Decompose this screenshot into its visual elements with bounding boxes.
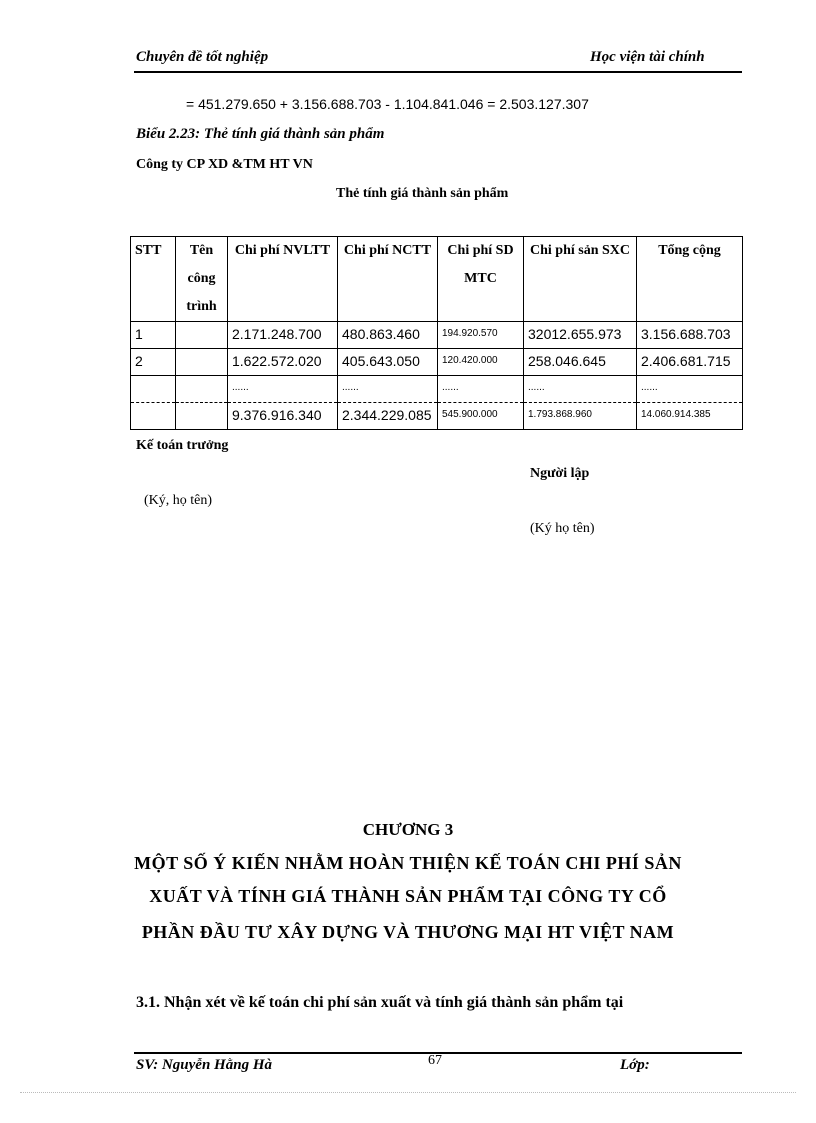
table-cell: 2.171.248.700 — [228, 322, 338, 349]
formula-line: = 451.279.650 + 3.156.688.703 - 1.104.841.046 = 2.503.127.307 — [186, 96, 589, 112]
header-cell: Chi phí NCTT — [338, 237, 438, 322]
table-header-row — [131, 237, 743, 322]
table-cell: 1 — [131, 322, 176, 349]
table-cell — [176, 376, 228, 403]
header-left: Chuyên đề tốt nghiệp — [136, 49, 269, 65]
header-cell: Chi phí SD MTC — [438, 237, 524, 322]
table-cell — [176, 322, 228, 349]
table-cell: 2.406.681.715 — [637, 349, 743, 376]
signature-note-left: (Ký, họ tên) — [144, 493, 213, 508]
table-cell: ...... — [338, 376, 438, 403]
header-rule — [134, 71, 742, 73]
header-cell: Tổng cộng — [637, 237, 743, 322]
card-title: Thẻ tính giá thành sản phẩm — [336, 186, 509, 201]
table-row — [131, 349, 743, 376]
header-cell: Chi phí NVLTT — [228, 237, 338, 322]
footer-student: SV: Nguyễn Hằng Hà — [136, 1057, 272, 1073]
table-cell: 545.900.000 — [438, 403, 524, 430]
table-cell: 2 — [131, 349, 176, 376]
footer-class: Lớp: — [620, 1057, 650, 1073]
chapter-heading-line-1: MỘT SỐ Ý KIẾN NHẰM HOÀN THIỆN KẾ TOÁN CHI PHÍ SẢN — [134, 853, 682, 873]
chapter-heading-line-3: PHẦN ĐẦU TƯ XÂY DỰNG VÀ THƯƠNG MẠI HT VIỆT NAM — [141, 922, 675, 942]
table-cell: ...... — [228, 376, 338, 403]
chapter-title: CHƯƠNG 3 — [362, 820, 454, 839]
figure-caption: Biểu 2.23: Thẻ tính giá thành sản phẩm — [136, 126, 385, 142]
table-cell: 9.376.916.340 — [228, 403, 338, 430]
chief-accountant-label: Kế toán trưởng — [136, 438, 229, 453]
table-cell: 1.622.572.020 — [228, 349, 338, 376]
signature-note-right: (Ký họ tên) — [530, 521, 595, 536]
table-cell: ...... — [637, 376, 743, 403]
table-cell: 194.920.570 — [438, 322, 524, 349]
table-cell — [131, 403, 176, 430]
table-cell: ...... — [524, 376, 637, 403]
company-name: Công ty CP XD &TM HT VN — [136, 157, 313, 172]
table-cell: 480.863.460 — [338, 322, 438, 349]
preparer-label: Người lập — [530, 466, 590, 481]
page-bottom-border — [20, 1092, 796, 1093]
table-cell: 14.060.914.385 — [637, 403, 743, 430]
cost-table — [130, 236, 743, 430]
table-cell: 258.046.645 — [524, 349, 637, 376]
table-cell: 2.344.229.085 — [338, 403, 438, 430]
header-cell: Tên công trình — [176, 237, 228, 322]
table-row — [131, 403, 743, 430]
table-cell — [176, 403, 228, 430]
table-cell: 120.420.000 — [438, 349, 524, 376]
header-right: Học viện tài chính — [590, 49, 705, 65]
table-row — [131, 322, 743, 349]
chapter-heading-line-2: XUẤT VÀ TÍNH GIÁ THÀNH SẢN PHẨM TẠI CÔNG TY CỔ — [149, 886, 667, 906]
header-cell: STT — [131, 237, 176, 322]
table-cell: ...... — [438, 376, 524, 403]
header-cell: Chi phí sản SXC — [524, 237, 637, 322]
table-cell: 3.156.688.703 — [637, 322, 743, 349]
table-cell: 1.793.868.960 — [524, 403, 637, 430]
table-cell — [131, 376, 176, 403]
table-row — [131, 376, 743, 403]
page-number: 67 — [428, 1053, 442, 1068]
table-cell: 32012.655.973 — [524, 322, 637, 349]
table-cell: 405.643.050 — [338, 349, 438, 376]
section-heading: 3.1. Nhận xét về kế toán chi phí sản xuất và tính giá thành sản phẩm tại — [136, 994, 624, 1011]
table-cell — [176, 349, 228, 376]
